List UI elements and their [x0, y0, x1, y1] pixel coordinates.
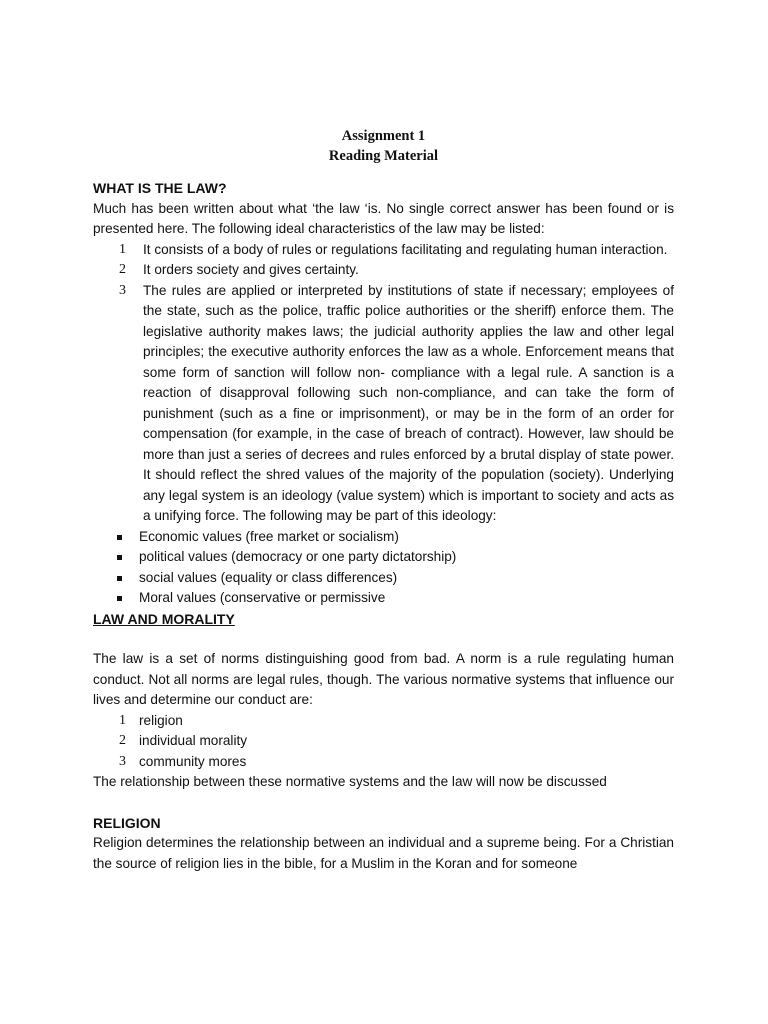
list-item	[93, 752, 674, 773]
list-item-text: The rules are applied or interpreted by institutions of state if necessary; employees of the state, such as the police, traffic police authorities or the sheriff) enforce them. The legislative authority makes laws; the judicial authority applies the law and other legal principles; the executive authority enforces the law as a whole. Enforcement means that some form of sanction will follow non- compliance with a legal rule. A sanction is a reaction of disapproval following such non-compliance, and can take the form of punishment (such as a fine or imprisonment), or may be in the form of an order for compensation (for example, in the case of breach of contract). However, law should be more than just a series of decrees and rules enforced by a brutal display of state power. It should reflect the shred values of the majority of the population (society). Underlying any legal system is an ideology (value system) which is important to society and acts as a unifying force. The following may be part of this ideology:	[143, 282, 674, 523]
list-item	[93, 731, 674, 752]
law-characteristics-list	[93, 240, 674, 527]
heading-what-is-the-law: WHAT IS THE LAW?	[93, 180, 227, 196]
bullet-item: Economic values (free market or socialism)	[93, 527, 674, 548]
document-title: Assignment 1	[341, 128, 426, 144]
list-number: 1	[119, 241, 126, 257]
document-subtitle: Reading Material	[328, 148, 439, 164]
bullet-item: social values (equality or class differences)	[93, 568, 674, 589]
normative-systems-list	[93, 711, 674, 773]
paragraph-religion: Religion determines the relationship between an individual and a supreme being. For a Christian the source of religion lies in the bible, for a Muslim in the Koran and for someone	[93, 835, 674, 871]
list-item-text: It consists of a body of rules or regulations facilitating and regulating human interaction.	[143, 241, 668, 257]
list-number: 2	[119, 262, 126, 277]
title-block	[93, 126, 674, 166]
bullet-item: political values (democracy or one party dictatorship)	[93, 547, 674, 568]
list-number: 3	[119, 282, 126, 298]
list-item	[93, 240, 674, 261]
heading-law-and-morality: LAW AND MORALITY	[93, 610, 235, 627]
paragraph-morality-intro: The law is a set of norms distinguishing good from bad. A norm is a rule regulating human conduct. Not all norms are legal rules, though. The various normative systems that influence our lives and determine our conduct are:	[93, 651, 674, 707]
list-item	[93, 711, 674, 732]
list-item	[93, 260, 674, 281]
list-item-text: community mores	[139, 753, 247, 769]
list-number: 2	[119, 733, 126, 748]
list-item-text: religion	[139, 712, 183, 728]
paragraph-law-intro: Much has been written about what ‘the law ‘is. No single correct answer has been found or is presented here. The following ideal characteristics of the law may be listed:	[93, 200, 674, 236]
ideology-values-list	[93, 527, 674, 609]
bullet-item: Moral values (conservative or permissive	[93, 588, 674, 609]
list-number: 3	[119, 753, 126, 769]
document-body	[93, 126, 674, 874]
heading-religion: RELIGION	[93, 814, 161, 831]
list-item-text: It orders society and gives certainty.	[143, 262, 359, 277]
list-number: 1	[119, 712, 126, 728]
square-bullet-icon	[117, 576, 122, 581]
square-bullet-icon	[117, 535, 122, 540]
list-item-text: individual morality	[139, 733, 248, 748]
list-item	[93, 281, 674, 527]
paragraph-morality-closing: The relationship between these normative systems and the law will now be discussed	[93, 774, 607, 789]
square-bullet-icon	[117, 596, 122, 601]
square-bullet-icon	[117, 555, 122, 560]
